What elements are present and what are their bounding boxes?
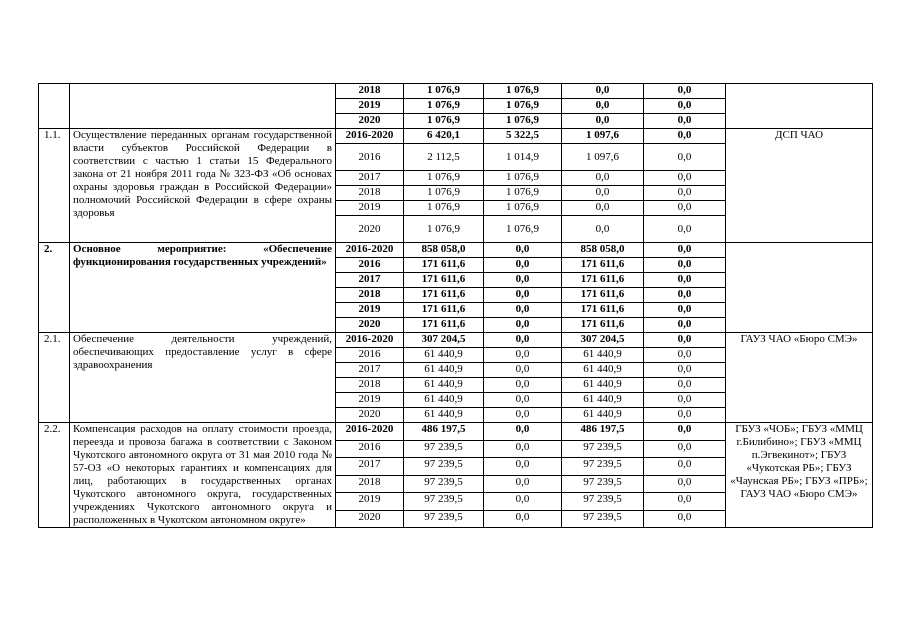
regional-budget-cell: 1 097,6 [562, 144, 644, 171]
period-cell: 2016-2020 [336, 333, 404, 348]
other-sources-cell: 0,0 [644, 408, 726, 423]
other-sources-cell: 0,0 [644, 318, 726, 333]
federal-budget-cell: 1 014,9 [484, 144, 562, 171]
period-cell: 2018 [336, 84, 404, 99]
regional-budget-cell: 61 440,9 [562, 348, 644, 363]
federal-budget-cell: 1 076,9 [484, 84, 562, 99]
federal-budget-cell: 0,0 [484, 408, 562, 423]
federal-budget-cell: 0,0 [484, 348, 562, 363]
regional-budget-cell: 171 611,6 [562, 318, 644, 333]
period-cell: 2020 [336, 216, 404, 243]
period-cell: 2017 [336, 273, 404, 288]
federal-budget-cell: 1 076,9 [484, 99, 562, 114]
total-amount-cell: 171 611,6 [404, 318, 484, 333]
total-amount-cell: 1 076,9 [404, 114, 484, 129]
executor-cell: ГБУЗ «ЧОБ»; ГБУЗ «ММЦ г.Билибино»; ГБУЗ «ММЦ п.Эгвекинот»; ГБУЗ «Чукотская РБ»; ГБУЗ «Чаунская РБ»; ГБУЗ «ПРБ»; ГАУЗ ЧАО «Бюро СМЭ» [726, 423, 873, 528]
item-description: Основное мероприятие: «Обеспечение функционирования государственных учреждений» [70, 243, 336, 333]
other-sources-cell: 0,0 [644, 363, 726, 378]
federal-budget-cell: 1 076,9 [484, 201, 562, 216]
federal-budget-cell: 0,0 [484, 510, 562, 528]
other-sources-cell: 0,0 [644, 258, 726, 273]
federal-budget-cell: 0,0 [484, 458, 562, 476]
total-amount-cell: 61 440,9 [404, 378, 484, 393]
period-cell: 2019 [336, 201, 404, 216]
other-sources-cell: 0,0 [644, 288, 726, 303]
federal-budget-cell: 0,0 [484, 303, 562, 318]
regional-budget-cell: 0,0 [562, 114, 644, 129]
regional-budget-cell: 0,0 [562, 99, 644, 114]
period-cell: 2020 [336, 318, 404, 333]
federal-budget-cell: 0,0 [484, 318, 562, 333]
federal-budget-cell: 0,0 [484, 273, 562, 288]
period-cell: 2016 [336, 440, 404, 458]
other-sources-cell: 0,0 [644, 129, 726, 144]
table-row [39, 84, 873, 99]
federal-budget-cell: 0,0 [484, 493, 562, 511]
federal-budget-cell: 0,0 [484, 363, 562, 378]
period-cell: 2020 [336, 510, 404, 528]
executor-cell [726, 84, 873, 129]
total-amount-cell: 61 440,9 [404, 348, 484, 363]
federal-budget-cell: 0,0 [484, 258, 562, 273]
item-description [70, 84, 336, 129]
total-amount-cell: 1 076,9 [404, 216, 484, 243]
regional-budget-cell: 97 239,5 [562, 510, 644, 528]
total-amount-cell: 61 440,9 [404, 393, 484, 408]
table-row [39, 423, 873, 441]
period-cell: 2019 [336, 493, 404, 511]
item-number: 2.1. [39, 333, 70, 423]
regional-budget-cell: 171 611,6 [562, 303, 644, 318]
period-cell: 2018 [336, 378, 404, 393]
regional-budget-cell: 61 440,9 [562, 378, 644, 393]
federal-budget-cell: 1 076,9 [484, 171, 562, 186]
item-number: 2.2. [39, 423, 70, 528]
period-cell: 2019 [336, 303, 404, 318]
regional-budget-cell: 0,0 [562, 171, 644, 186]
other-sources-cell: 0,0 [644, 303, 726, 318]
total-amount-cell: 171 611,6 [404, 273, 484, 288]
total-amount-cell: 1 076,9 [404, 171, 484, 186]
total-amount-cell: 97 239,5 [404, 458, 484, 476]
other-sources-cell: 0,0 [644, 84, 726, 99]
table-row [39, 243, 873, 258]
period-cell: 2016-2020 [336, 423, 404, 441]
federal-budget-cell: 0,0 [484, 475, 562, 493]
period-cell: 2017 [336, 171, 404, 186]
period-cell: 2016 [336, 348, 404, 363]
other-sources-cell: 0,0 [644, 201, 726, 216]
regional-budget-cell: 171 611,6 [562, 288, 644, 303]
federal-budget-cell: 0,0 [484, 243, 562, 258]
item-description: Осуществление переданных органам государственной власти субъектов Российской Федерации в соответствии с частью 1 статьи 15 Федерального закона от 21 ноября 2011 года № 323-ФЗ «Об основах охраны здоровья граждан в Российской Федерации» полномочий Российской Федерации в сфере охраны здоровья [70, 129, 336, 243]
executor-cell: ДСП ЧАО [726, 129, 873, 243]
other-sources-cell: 0,0 [644, 99, 726, 114]
other-sources-cell: 0,0 [644, 510, 726, 528]
table-row [39, 129, 873, 144]
other-sources-cell: 0,0 [644, 273, 726, 288]
other-sources-cell: 0,0 [644, 378, 726, 393]
period-cell: 2018 [336, 186, 404, 201]
total-amount-cell: 171 611,6 [404, 303, 484, 318]
total-amount-cell: 6 420,1 [404, 129, 484, 144]
total-amount-cell: 171 611,6 [404, 288, 484, 303]
federal-budget-cell: 1 076,9 [484, 186, 562, 201]
total-amount-cell: 1 076,9 [404, 186, 484, 201]
total-amount-cell: 307 204,5 [404, 333, 484, 348]
total-amount-cell: 1 076,9 [404, 99, 484, 114]
total-amount-cell: 61 440,9 [404, 363, 484, 378]
regional-budget-cell: 171 611,6 [562, 273, 644, 288]
other-sources-cell: 0,0 [644, 393, 726, 408]
period-cell: 2016-2020 [336, 243, 404, 258]
other-sources-cell: 0,0 [644, 440, 726, 458]
other-sources-cell: 0,0 [644, 423, 726, 441]
federal-budget-cell: 0,0 [484, 440, 562, 458]
regional-budget-cell: 0,0 [562, 201, 644, 216]
program-funding-table [38, 83, 873, 528]
period-cell: 2016 [336, 258, 404, 273]
federal-budget-cell: 1 076,9 [484, 114, 562, 129]
period-cell: 2019 [336, 99, 404, 114]
executor-cell: ГАУЗ ЧАО «Бюро СМЭ» [726, 333, 873, 423]
other-sources-cell: 0,0 [644, 171, 726, 186]
period-cell: 2018 [336, 475, 404, 493]
regional-budget-cell: 0,0 [562, 216, 644, 243]
item-number [39, 84, 70, 129]
total-amount-cell: 486 197,5 [404, 423, 484, 441]
total-amount-cell: 858 058,0 [404, 243, 484, 258]
other-sources-cell: 0,0 [644, 144, 726, 171]
federal-budget-cell: 0,0 [484, 423, 562, 441]
table-body [39, 84, 873, 528]
regional-budget-cell: 97 239,5 [562, 440, 644, 458]
total-amount-cell: 171 611,6 [404, 258, 484, 273]
federal-budget-cell: 0,0 [484, 288, 562, 303]
regional-budget-cell: 61 440,9 [562, 363, 644, 378]
federal-budget-cell: 0,0 [484, 333, 562, 348]
federal-budget-cell: 1 076,9 [484, 216, 562, 243]
document-page [38, 83, 872, 528]
period-cell: 2020 [336, 408, 404, 423]
total-amount-cell: 97 239,5 [404, 440, 484, 458]
other-sources-cell: 0,0 [644, 186, 726, 201]
total-amount-cell: 1 076,9 [404, 84, 484, 99]
item-description: Компенсация расходов на оплату стоимости проезда, переезда и провоза багажа в соответствии с Законом Чукотского автономного округа от 31 мая 2010 года № 57-ОЗ «О некоторых гарантиях и компенсациях для лиц, работающих в государственных органах Чукотского автономного округа, государственных учреждениях Чукотского автономного округа и расположенных в Чукотском автономном округе» [70, 423, 336, 528]
item-number: 1.1. [39, 129, 70, 243]
total-amount-cell: 1 076,9 [404, 201, 484, 216]
other-sources-cell: 0,0 [644, 243, 726, 258]
period-cell: 2017 [336, 458, 404, 476]
total-amount-cell: 97 239,5 [404, 493, 484, 511]
total-amount-cell: 61 440,9 [404, 408, 484, 423]
federal-budget-cell: 0,0 [484, 378, 562, 393]
regional-budget-cell: 61 440,9 [562, 393, 644, 408]
table-row [39, 333, 873, 348]
executor-cell [726, 243, 873, 333]
regional-budget-cell: 0,0 [562, 186, 644, 201]
other-sources-cell: 0,0 [644, 493, 726, 511]
period-cell: 2016 [336, 144, 404, 171]
item-description: Обеспечение деятельности учреждений, обеспечивающих предоставление услуг в сфере здравоохранения [70, 333, 336, 423]
period-cell: 2017 [336, 363, 404, 378]
period-cell: 2016-2020 [336, 129, 404, 144]
regional-budget-cell: 97 239,5 [562, 458, 644, 476]
period-cell: 2018 [336, 288, 404, 303]
other-sources-cell: 0,0 [644, 458, 726, 476]
period-cell: 2020 [336, 114, 404, 129]
regional-budget-cell: 171 611,6 [562, 258, 644, 273]
federal-budget-cell: 5 322,5 [484, 129, 562, 144]
regional-budget-cell: 307 204,5 [562, 333, 644, 348]
other-sources-cell: 0,0 [644, 114, 726, 129]
other-sources-cell: 0,0 [644, 348, 726, 363]
regional-budget-cell: 1 097,6 [562, 129, 644, 144]
total-amount-cell: 97 239,5 [404, 475, 484, 493]
federal-budget-cell: 0,0 [484, 393, 562, 408]
other-sources-cell: 0,0 [644, 333, 726, 348]
other-sources-cell: 0,0 [644, 216, 726, 243]
regional-budget-cell: 858 058,0 [562, 243, 644, 258]
regional-budget-cell: 0,0 [562, 84, 644, 99]
total-amount-cell: 2 112,5 [404, 144, 484, 171]
item-number: 2. [39, 243, 70, 333]
total-amount-cell: 97 239,5 [404, 510, 484, 528]
regional-budget-cell: 97 239,5 [562, 493, 644, 511]
period-cell: 2019 [336, 393, 404, 408]
regional-budget-cell: 61 440,9 [562, 408, 644, 423]
regional-budget-cell: 486 197,5 [562, 423, 644, 441]
other-sources-cell: 0,0 [644, 475, 726, 493]
regional-budget-cell: 97 239,5 [562, 475, 644, 493]
